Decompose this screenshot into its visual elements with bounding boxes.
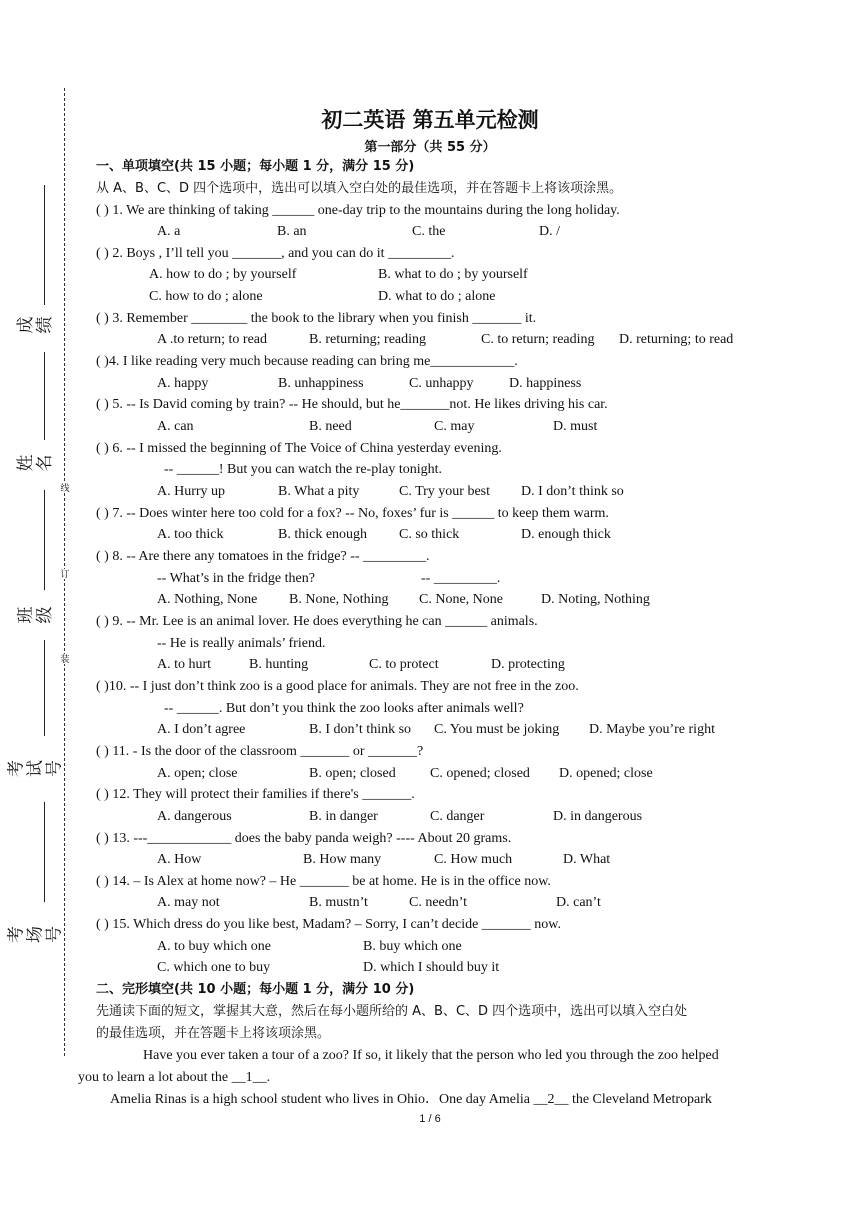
- answer-option: A. can: [157, 419, 194, 434]
- exam-number-blank: [44, 640, 45, 736]
- answer-option: D. Maybe you’re right: [589, 722, 715, 737]
- part-heading: 第一部分（共 55 分）: [364, 140, 496, 155]
- answer-option: D. /: [539, 224, 560, 239]
- question-stem: ( ) 11. - Is the door of the classroom _______ or _______?: [96, 744, 424, 759]
- answer-option: B. buy which one: [363, 939, 462, 954]
- question-stem: ( ) 5. -- Is David coming by train? -- He should, but he_______not. He likes driving his car.: [96, 397, 608, 412]
- answer-option: B. mustn’t: [309, 895, 368, 910]
- answer-option: B. None, Nothing: [289, 592, 389, 607]
- question-stem: ( ) 8. -- Are there any tomatoes in the fridge? -- _________.: [96, 549, 430, 564]
- dialogue-line: -- What’s in the fridge then?: [157, 571, 315, 586]
- section2-heading: 二、完形填空(共 10 小题；每小题 1 分，满分 10 分): [96, 982, 415, 997]
- answer-option: C. opened; closed: [430, 766, 530, 781]
- answer-option: C. unhappy: [409, 376, 474, 391]
- answer-option: D. can’t: [556, 895, 601, 910]
- answer-option: D. protecting: [491, 657, 565, 672]
- answer-option: D. What: [563, 852, 611, 867]
- exam-room-label: 考场号: [6, 926, 65, 943]
- answer-option: A. to hurt: [157, 657, 212, 672]
- answer-option: C. how to do ; alone: [149, 289, 263, 304]
- answer-option: A. open; close: [157, 766, 238, 781]
- dialogue-line: -- _________.: [421, 571, 501, 586]
- answer-option: D. Noting, Nothing: [541, 592, 650, 607]
- answer-option: C. may: [434, 419, 475, 434]
- answer-option: D. returning; to read: [619, 332, 734, 347]
- question-stem: ( )4. I like reading very much because reading can bring me____________.: [96, 354, 518, 369]
- answer-option: D. what to do ; alone: [378, 289, 496, 304]
- answer-option: C. None, None: [419, 592, 503, 607]
- answer-option: C. danger: [430, 809, 485, 824]
- section2-instruction: 先通读下面的短文，掌握其大意，然后在每小题所给的 A、B、C、D 四个选项中，选出可以填入空白处: [96, 1004, 688, 1019]
- question-stem: ( ) 14. – Is Alex at home now? – He _______ be at home. He is in the office now.: [96, 874, 551, 889]
- question-stem: ( ) 3. Remember ________ the book to the library when you finish _______ it.: [96, 311, 537, 326]
- answer-option: A .to return; to read: [157, 332, 268, 347]
- answer-option: C. to return; reading: [481, 332, 595, 347]
- answer-option: D. happiness: [509, 376, 582, 391]
- answer-option: B. in danger: [309, 809, 378, 824]
- answer-option: B. What a pity: [278, 484, 360, 499]
- answer-option: D. which I should buy it: [363, 960, 500, 975]
- answer-option: B. returning; reading: [309, 332, 427, 347]
- answer-option: D. opened; close: [559, 766, 653, 781]
- question-stem: ( ) 7. -- Does winter here too cold for a fox? -- No, foxes’ fur is ______ to keep them warm.: [96, 506, 609, 521]
- class-blank: [44, 490, 45, 590]
- answer-option: B. an: [277, 224, 307, 239]
- section2-instruction-cont: 的最佳选项，并在答题卡上将该项涂黑。: [96, 1026, 331, 1041]
- answer-option: A. may not: [157, 895, 220, 910]
- question-stem: ( ) 15. Which dress do you like best, Madam? – Sorry, I can’t decide _______ now.: [96, 917, 562, 932]
- answer-option: A. I don’t agree: [157, 722, 246, 737]
- answer-option: D. must: [553, 419, 598, 434]
- cut-mark-staple: 订: [58, 569, 72, 579]
- question-stem: ( ) 13. ---____________ does the baby panda weigh? ---- About 20 grams.: [96, 831, 512, 846]
- answer-option: A. Nothing, None: [157, 592, 258, 607]
- answer-option: C. Try your best: [399, 484, 491, 499]
- answer-option: A. how to do ; by yourself: [149, 267, 297, 282]
- answer-option: C. to protect: [369, 657, 439, 672]
- dialogue-line: -- ______! But you can watch the re-play tonight.: [164, 462, 442, 477]
- cut-mark-line: 线: [58, 483, 72, 493]
- answer-option: A. How: [157, 852, 202, 867]
- question-stem: ( )10. -- I just don’t think zoo is a good place for animals. They are not free in the zoo.: [96, 679, 579, 694]
- section1-instruction: 从 A、B、C、D 四个选项中，选出可以填入空白处的最佳选项，并在答题卡上将该项涂黑。: [96, 181, 623, 196]
- question-stem: ( ) 12. They will protect their families if there's _______.: [96, 787, 415, 802]
- exam-room-blank: [44, 802, 45, 902]
- binding-margin: [0, 0, 75, 1216]
- document-title: 初二英语 第五单元检测: [321, 108, 539, 132]
- answer-option: B. thick enough: [278, 527, 368, 542]
- answer-option: A. happy: [157, 376, 209, 391]
- question-stem: ( ) 6. -- I missed the beginning of The Voice of China yesterday evening.: [96, 441, 502, 456]
- answer-option: C. the: [412, 224, 446, 239]
- answer-option: A. Hurry up: [157, 484, 226, 499]
- passage-line: Amelia Rinas is a high school student who lives in Ohio．One day Amelia __2__ the Cleveland Metropark: [110, 1092, 712, 1107]
- answer-option: B. open; closed: [309, 766, 396, 781]
- answer-option: B. what to do ; by yourself: [378, 267, 528, 282]
- answer-option: B. hunting: [249, 657, 309, 672]
- answer-option: B. need: [309, 419, 352, 434]
- name-label: 姓名: [16, 454, 55, 472]
- exam-number-label: 考试号: [6, 760, 65, 777]
- question-stem: ( ) 9. -- Mr. Lee is an animal lover. He does everything he can ______ animals.: [96, 614, 538, 629]
- name-blank: [44, 352, 45, 440]
- cut-mark-bind: 装: [58, 654, 72, 664]
- passage-line: you to learn a lot about the __1__.: [78, 1070, 271, 1085]
- answer-option: B. I don’t think so: [309, 722, 412, 737]
- answer-option: C. needn’t: [409, 895, 468, 910]
- answer-option: D. I don’t think so: [521, 484, 624, 499]
- answer-option: A. a: [157, 224, 181, 239]
- section1-heading: 一、单项填空(共 15 小题；每小题 1 分，满分 15 分): [96, 159, 415, 174]
- dialogue-line: -- He is really animals’ friend.: [157, 636, 326, 651]
- answer-option: D. in dangerous: [553, 809, 643, 824]
- answer-option: C. How much: [434, 852, 513, 867]
- question-stem: ( ) 2. Boys , I’ll tell you _______, and you can do it _________.: [96, 246, 455, 261]
- score-label: 成绩: [16, 316, 55, 334]
- answer-option: C. so thick: [399, 527, 460, 542]
- answer-option: A. too thick: [157, 527, 224, 542]
- answer-option: C. which one to buy: [157, 960, 271, 975]
- class-label: 班级: [16, 606, 55, 624]
- answer-option: B. How many: [303, 852, 382, 867]
- score-blank: [44, 185, 45, 305]
- answer-option: C. You must be joking: [434, 722, 560, 737]
- page-number: 1 / 6: [419, 1113, 441, 1125]
- answer-option: A. to buy which one: [157, 939, 271, 954]
- dialogue-line: -- ______. But don’t you think the zoo looks after animals well?: [164, 701, 524, 716]
- passage-line: Have you ever taken a tour of a zoo? If so, it likely that the person who led you through the zoo helped: [143, 1048, 719, 1063]
- question-stem: ( ) 1. We are thinking of taking ______ one-day trip to the mountains during the long holiday.: [96, 203, 620, 218]
- answer-option: B. unhappiness: [278, 376, 364, 391]
- answer-option: A. dangerous: [157, 809, 232, 824]
- answer-option: D. enough thick: [521, 527, 611, 542]
